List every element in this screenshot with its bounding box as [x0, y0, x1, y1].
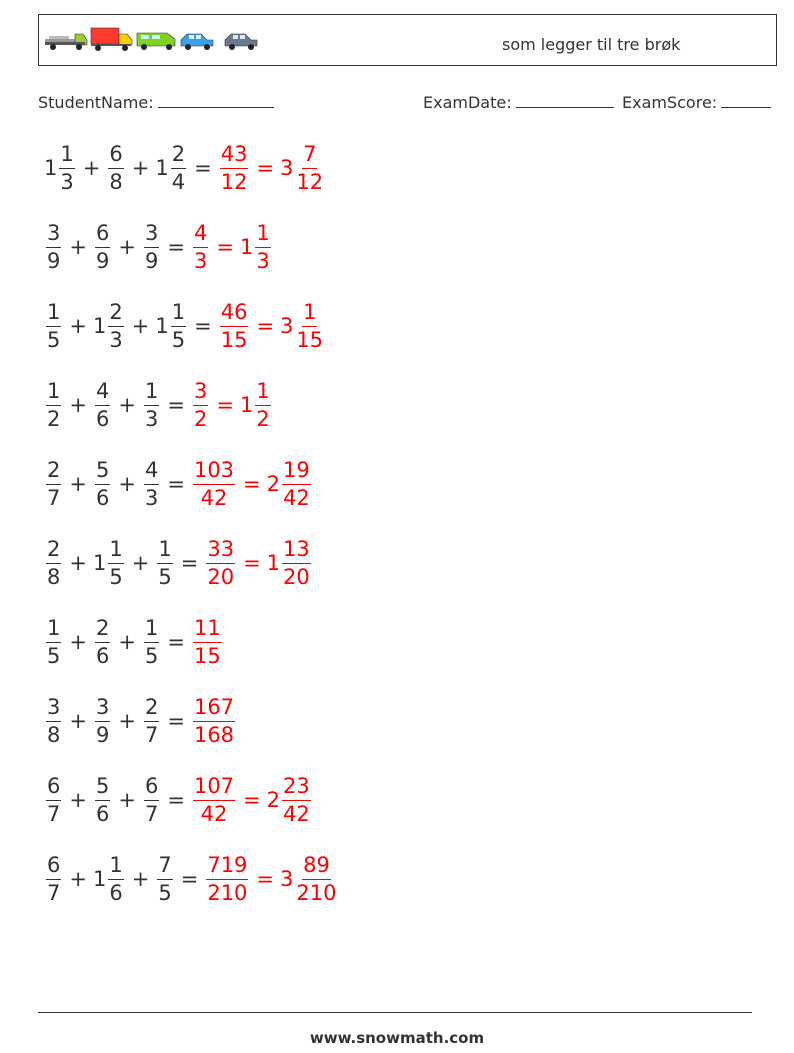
- student-name-blank[interactable]: [158, 92, 274, 108]
- numerator: 3: [46, 223, 61, 248]
- fraction: [144, 220, 159, 273]
- numerator: 1: [302, 302, 317, 327]
- student-name-label: StudentName:: [38, 93, 154, 112]
- fraction: [46, 299, 61, 352]
- equals-sign: =: [256, 867, 275, 891]
- fraction: [108, 141, 123, 194]
- fraction: [46, 852, 61, 905]
- equals-sign: =: [167, 393, 185, 417]
- denominator: 168: [193, 722, 235, 747]
- numerator: 89: [302, 855, 331, 880]
- problem-row: [44, 847, 340, 911]
- numerator: 4: [95, 381, 110, 406]
- numerator: 3: [193, 381, 208, 406]
- answer: [191, 694, 237, 747]
- numerator: 5: [95, 460, 110, 485]
- mixed-fraction-answer: [282, 457, 311, 510]
- mixed-whole-number: 3: [280, 156, 294, 180]
- mixed-fraction-answer: [282, 536, 311, 589]
- denominator: 20: [207, 564, 235, 589]
- fraction: [144, 615, 159, 668]
- fraction: [108, 299, 123, 352]
- fraction: [157, 536, 172, 589]
- fraction: [46, 220, 61, 273]
- mixed-whole-number: 3: [280, 867, 294, 891]
- fraction: [46, 615, 61, 668]
- mixed-fraction-answer: [295, 852, 337, 905]
- denominator: 5: [144, 643, 159, 668]
- denominator: 7: [144, 801, 159, 826]
- plus-sign: +: [118, 709, 136, 733]
- denominator: 15: [193, 643, 221, 668]
- exam-date-blank[interactable]: [516, 92, 614, 108]
- numerator: 1: [171, 302, 186, 327]
- answer: [191, 457, 313, 510]
- exam-date-label: ExamDate:: [423, 93, 512, 112]
- denominator: 9: [95, 722, 110, 747]
- improper-fraction-answer: [193, 378, 208, 431]
- denominator: 3: [144, 485, 159, 510]
- numerator: 4: [193, 223, 208, 248]
- fraction: [46, 457, 61, 510]
- plus-sign: +: [118, 472, 136, 496]
- numerator: 6: [144, 776, 159, 801]
- improper-fraction-answer: [206, 852, 248, 905]
- numerator: 2: [171, 144, 186, 169]
- fraction: [95, 773, 110, 826]
- denominator: 7: [47, 485, 61, 510]
- denominator: 6: [109, 880, 123, 905]
- numerator: 3: [95, 697, 110, 722]
- equals-sign: =: [243, 472, 261, 496]
- equals-sign: =: [256, 314, 275, 338]
- numerator: 33: [206, 539, 235, 564]
- plus-sign: +: [69, 867, 87, 891]
- denominator: 3: [109, 327, 123, 352]
- answer: [218, 141, 326, 194]
- numerator: 1: [255, 381, 270, 406]
- plus-sign: +: [69, 314, 87, 338]
- denominator: 9: [47, 248, 61, 273]
- fraction: [95, 457, 110, 510]
- numerator: 1: [108, 855, 123, 880]
- numerator: 4: [144, 460, 159, 485]
- answer: [204, 536, 312, 589]
- denominator: 8: [47, 564, 61, 589]
- numerator: 2: [108, 302, 123, 327]
- problem-row: [44, 531, 313, 595]
- equals-sign: =: [180, 551, 199, 575]
- equals-sign: =: [167, 472, 185, 496]
- mixed-whole-number: 2: [266, 472, 281, 496]
- denominator: 210: [207, 880, 248, 905]
- numerator: 2: [46, 539, 61, 564]
- denominator: 210: [296, 880, 337, 905]
- denominator: 9: [144, 248, 159, 273]
- numerator: 2: [144, 697, 159, 722]
- fraction: [59, 141, 74, 194]
- numerator: 103: [193, 460, 235, 485]
- numerator: 43: [220, 144, 249, 169]
- whole-number: 1: [44, 156, 58, 180]
- denominator: 7: [144, 722, 159, 747]
- problem-row: [44, 689, 237, 753]
- denominator: 12: [296, 169, 324, 194]
- plus-sign: +: [118, 630, 136, 654]
- numerator: 7: [157, 855, 172, 880]
- numerator: 23: [282, 776, 311, 801]
- denominator: 7: [47, 880, 61, 905]
- improper-fraction-answer: [193, 773, 235, 826]
- header-box: [38, 14, 777, 66]
- equals-sign: =: [216, 235, 234, 259]
- numerator: 107: [193, 776, 235, 801]
- plus-sign: +: [82, 156, 101, 180]
- denominator: 15: [220, 327, 248, 352]
- answer: [191, 220, 273, 273]
- denominator: 2: [193, 406, 208, 431]
- plus-sign: +: [69, 709, 87, 733]
- plus-sign: +: [69, 788, 87, 812]
- fraction: [144, 694, 159, 747]
- whole-number: 1: [92, 551, 107, 575]
- plus-sign: +: [118, 393, 136, 417]
- improper-fraction-answer: [206, 536, 235, 589]
- mixed-whole-number: 1: [239, 235, 254, 259]
- red-truck-icon: [91, 28, 132, 51]
- numerator: 13: [282, 539, 311, 564]
- denominator: 4: [171, 169, 186, 194]
- denominator: 8: [109, 169, 123, 194]
- fraction: [144, 773, 159, 826]
- numerator: 6: [108, 144, 123, 169]
- numerator: 6: [46, 855, 61, 880]
- gray-car-icon: [225, 34, 257, 50]
- flatbed-truck-icon: [45, 34, 87, 50]
- exam-score-blank[interactable]: [721, 92, 771, 108]
- numerator: 719: [206, 855, 248, 880]
- mixed-whole-number: 1: [239, 393, 254, 417]
- exam-score-field: [622, 92, 771, 112]
- denominator: 15: [296, 327, 324, 352]
- numerator: 5: [95, 776, 110, 801]
- fraction: [157, 852, 172, 905]
- denominator: 9: [95, 248, 110, 273]
- plus-sign: +: [131, 156, 150, 180]
- equals-sign: =: [167, 630, 185, 654]
- numerator: 167: [193, 697, 235, 722]
- fraction: [46, 694, 61, 747]
- numerator: 11: [193, 618, 222, 643]
- numerator: 1: [144, 381, 159, 406]
- equals-sign: =: [194, 314, 212, 338]
- exam-date-field: [423, 92, 614, 112]
- fraction: [108, 536, 123, 589]
- green-van-icon: [137, 33, 175, 50]
- mixed-whole-number: 2: [266, 788, 281, 812]
- mixed-whole-number: 1: [266, 551, 281, 575]
- mixed-whole-number: 3: [280, 314, 294, 338]
- whole-number: 1: [155, 314, 169, 338]
- numerator: 6: [95, 223, 110, 248]
- problem-row: [44, 768, 313, 832]
- fraction: [144, 378, 159, 431]
- fraction: [95, 694, 110, 747]
- problem-row: [44, 136, 326, 200]
- whole-number: 1: [155, 156, 169, 180]
- denominator: 6: [95, 801, 110, 826]
- denominator: 5: [171, 327, 186, 352]
- plus-sign: +: [69, 393, 87, 417]
- numerator: 1: [46, 618, 61, 643]
- improper-fraction-answer: [193, 457, 235, 510]
- mixed-fraction-answer: [255, 378, 270, 431]
- vehicle-icons: [43, 25, 273, 55]
- answer: [191, 773, 313, 826]
- improper-fraction-answer: [193, 615, 222, 668]
- problem-row: [44, 294, 326, 358]
- denominator: 6: [95, 485, 110, 510]
- denominator: 5: [109, 564, 123, 589]
- equals-sign: =: [216, 393, 234, 417]
- numerator: 1: [157, 539, 172, 564]
- denominator: 7: [47, 801, 61, 826]
- fraction: [46, 536, 61, 589]
- student-name-field: [38, 92, 274, 112]
- plus-sign: +: [69, 235, 87, 259]
- problem-row: [44, 610, 224, 674]
- whole-number: 1: [92, 314, 107, 338]
- improper-fraction-answer: [193, 220, 208, 273]
- fraction: [171, 299, 186, 352]
- equals-sign: =: [243, 788, 261, 812]
- denominator: 42: [283, 801, 310, 826]
- denominator: 3: [60, 169, 74, 194]
- numerator: 1: [46, 302, 61, 327]
- denominator: 2: [47, 406, 61, 431]
- denominator: 6: [95, 643, 110, 668]
- plus-sign: +: [69, 472, 87, 496]
- fraction: [46, 773, 61, 826]
- denominator: 3: [144, 406, 159, 431]
- problem-row: [44, 373, 273, 437]
- plus-sign: +: [131, 867, 150, 891]
- numerator: 2: [46, 460, 61, 485]
- plus-sign: +: [69, 551, 87, 575]
- numerator: 19: [282, 460, 311, 485]
- denominator: 2: [256, 406, 270, 431]
- fraction: [46, 378, 61, 431]
- equals-sign: =: [167, 235, 185, 259]
- numerator: 3: [144, 223, 159, 248]
- plus-sign: +: [69, 630, 87, 654]
- plus-sign: +: [118, 788, 136, 812]
- denominator: 5: [47, 327, 61, 352]
- plus-sign: +: [131, 314, 150, 338]
- denominator: 6: [95, 406, 110, 431]
- footer-url: www.snowmath.com: [309, 1029, 485, 1047]
- numerator: 6: [46, 776, 61, 801]
- numerator: 7: [302, 144, 317, 169]
- numerator: 1: [59, 144, 74, 169]
- denominator: 42: [283, 485, 310, 510]
- denominator: 20: [283, 564, 310, 589]
- worksheet-title: som legger til tre brøk: [502, 35, 681, 54]
- numerator: 3: [46, 697, 61, 722]
- equals-sign: =: [194, 156, 212, 180]
- equals-sign: =: [167, 709, 185, 733]
- denominator: 42: [200, 485, 228, 510]
- fraction: [95, 615, 110, 668]
- fraction: [144, 457, 159, 510]
- problem-row: [44, 452, 313, 516]
- equals-sign: =: [180, 867, 199, 891]
- numerator: 1: [144, 618, 159, 643]
- denominator: 5: [158, 880, 172, 905]
- fraction: [95, 378, 110, 431]
- equals-sign: =: [256, 156, 275, 180]
- improper-fraction-answer: [220, 299, 249, 352]
- mixed-fraction-answer: [282, 773, 311, 826]
- plus-sign: +: [118, 235, 136, 259]
- numerator: 1: [108, 539, 123, 564]
- equals-sign: =: [167, 788, 185, 812]
- denominator: 3: [193, 248, 208, 273]
- denominator: 8: [47, 722, 61, 747]
- exam-score-label: ExamScore:: [622, 93, 718, 112]
- answer: [191, 378, 273, 431]
- mixed-fraction-answer: [295, 141, 324, 194]
- numerator: 1: [46, 381, 61, 406]
- fraction: [108, 852, 123, 905]
- denominator: 12: [220, 169, 248, 194]
- denominator: 42: [200, 801, 228, 826]
- mixed-fraction-answer: [295, 299, 324, 352]
- footer-divider: [38, 1012, 752, 1013]
- equals-sign: =: [243, 551, 261, 575]
- fraction: [171, 141, 186, 194]
- problem-row: [44, 215, 273, 279]
- mixed-fraction-answer: [255, 220, 270, 273]
- blue-car-icon: [181, 34, 213, 50]
- fraction: [95, 220, 110, 273]
- numerator: 2: [95, 618, 110, 643]
- plus-sign: +: [131, 551, 150, 575]
- whole-number: 1: [92, 867, 107, 891]
- answer: [191, 615, 224, 668]
- answer: [218, 299, 326, 352]
- denominator: 5: [47, 643, 61, 668]
- denominator: 5: [158, 564, 172, 589]
- numerator: 46: [220, 302, 249, 327]
- improper-fraction-answer: [193, 694, 235, 747]
- denominator: 3: [256, 248, 270, 273]
- answer: [204, 852, 339, 905]
- improper-fraction-answer: [220, 141, 249, 194]
- numerator: 1: [255, 223, 270, 248]
